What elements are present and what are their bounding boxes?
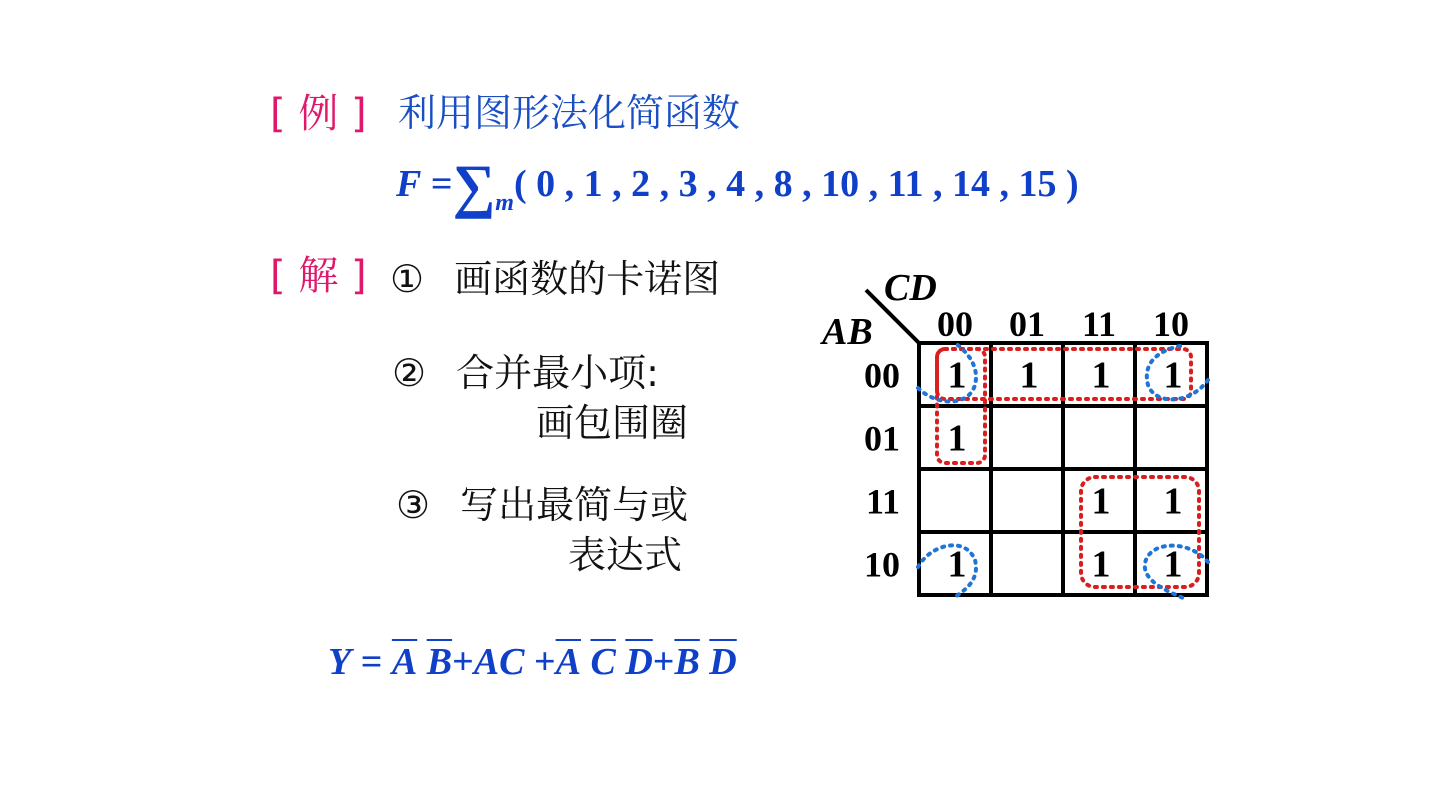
kmap-cell-value: 1: [947, 417, 967, 460]
kmap-row-label: 11: [865, 481, 900, 522]
step-text: 写出最简与或: [460, 483, 689, 527]
example-title: 利用图形法化简函数: [398, 91, 741, 135]
kmap-row-label: 00: [864, 355, 900, 396]
kmap-cell: [991, 532, 1063, 595]
literal-d-bar: $\overline{D}$: [709, 641, 737, 683]
plus-sign: +: [452, 641, 474, 683]
equals-sign: =: [360, 641, 383, 683]
function-name: F: [396, 163, 422, 205]
kmap-cell: [1135, 406, 1207, 469]
step-number: ②: [392, 351, 427, 395]
kmap-cell-value: 1: [1091, 543, 1111, 586]
kmap-cell-value: 1: [947, 543, 967, 586]
kmap-cell-value: 1: [1163, 543, 1183, 586]
kmap-cell: [919, 469, 991, 532]
literal-d-bar: $\overline{D}$: [625, 641, 653, 683]
kmap-col-label: 00: [937, 304, 973, 344]
plus-sign: +: [533, 641, 556, 683]
kmap-row-variable: AB: [822, 311, 873, 353]
term-ac: AC: [473, 641, 525, 683]
kmap-col-label: 10: [1153, 304, 1189, 344]
kmap-col-label: 01: [1009, 304, 1045, 344]
kmap-col-variable: CD: [884, 267, 937, 309]
step-3-continuation: 表达式: [568, 533, 683, 577]
kmap-cell-value: 1: [1019, 354, 1039, 397]
result-name: Y: [328, 641, 352, 683]
literal-b-bar: $\overline{B}$: [674, 641, 700, 683]
plus-sign: +: [652, 641, 675, 683]
literal-b-bar: $\overline{B}$: [426, 641, 453, 683]
kmap-cell-value: 1: [1163, 354, 1183, 397]
kmap-cell: [991, 469, 1063, 532]
literal-a-bar: $\overline{A}$: [555, 641, 581, 683]
literal-c-bar: $\overline{C}$: [590, 641, 616, 683]
literal-a-bar: $\overline{A}$: [391, 641, 418, 683]
sigma-subscript: m: [495, 190, 514, 216]
step-text: 合并最小项:: [456, 351, 659, 395]
kmap-row-label: 10: [864, 544, 900, 585]
sigma-symbol: ∑: [452, 153, 496, 219]
step-number: ③: [396, 483, 431, 527]
step-number: ①: [390, 257, 425, 301]
kmap-cell-value: 1: [1091, 480, 1111, 523]
example-bracket-label: [ 例 ]: [270, 91, 367, 137]
kmap-cell-value: 1: [1163, 480, 1183, 523]
kmap-col-label: 11: [1081, 304, 1117, 344]
solution-bracket-label: [ 解 ]: [270, 253, 367, 299]
kmap-cell-value: 1: [947, 354, 967, 397]
kmap-row-label: 01: [864, 418, 900, 459]
equals-sign: =: [430, 163, 453, 205]
minterm-list: ( 0 , 1 , 2 , 3 , 4 , 8 , 10 , 11 , 14 , 15 ): [513, 163, 1079, 205]
step-text: 画函数的卡诺图: [454, 257, 721, 301]
kmap-cell-value: 1: [1091, 354, 1111, 397]
kmap-cell: [991, 406, 1063, 469]
kmap-cell: [1063, 406, 1135, 469]
step-2-continuation: 画包围圈: [536, 401, 689, 445]
